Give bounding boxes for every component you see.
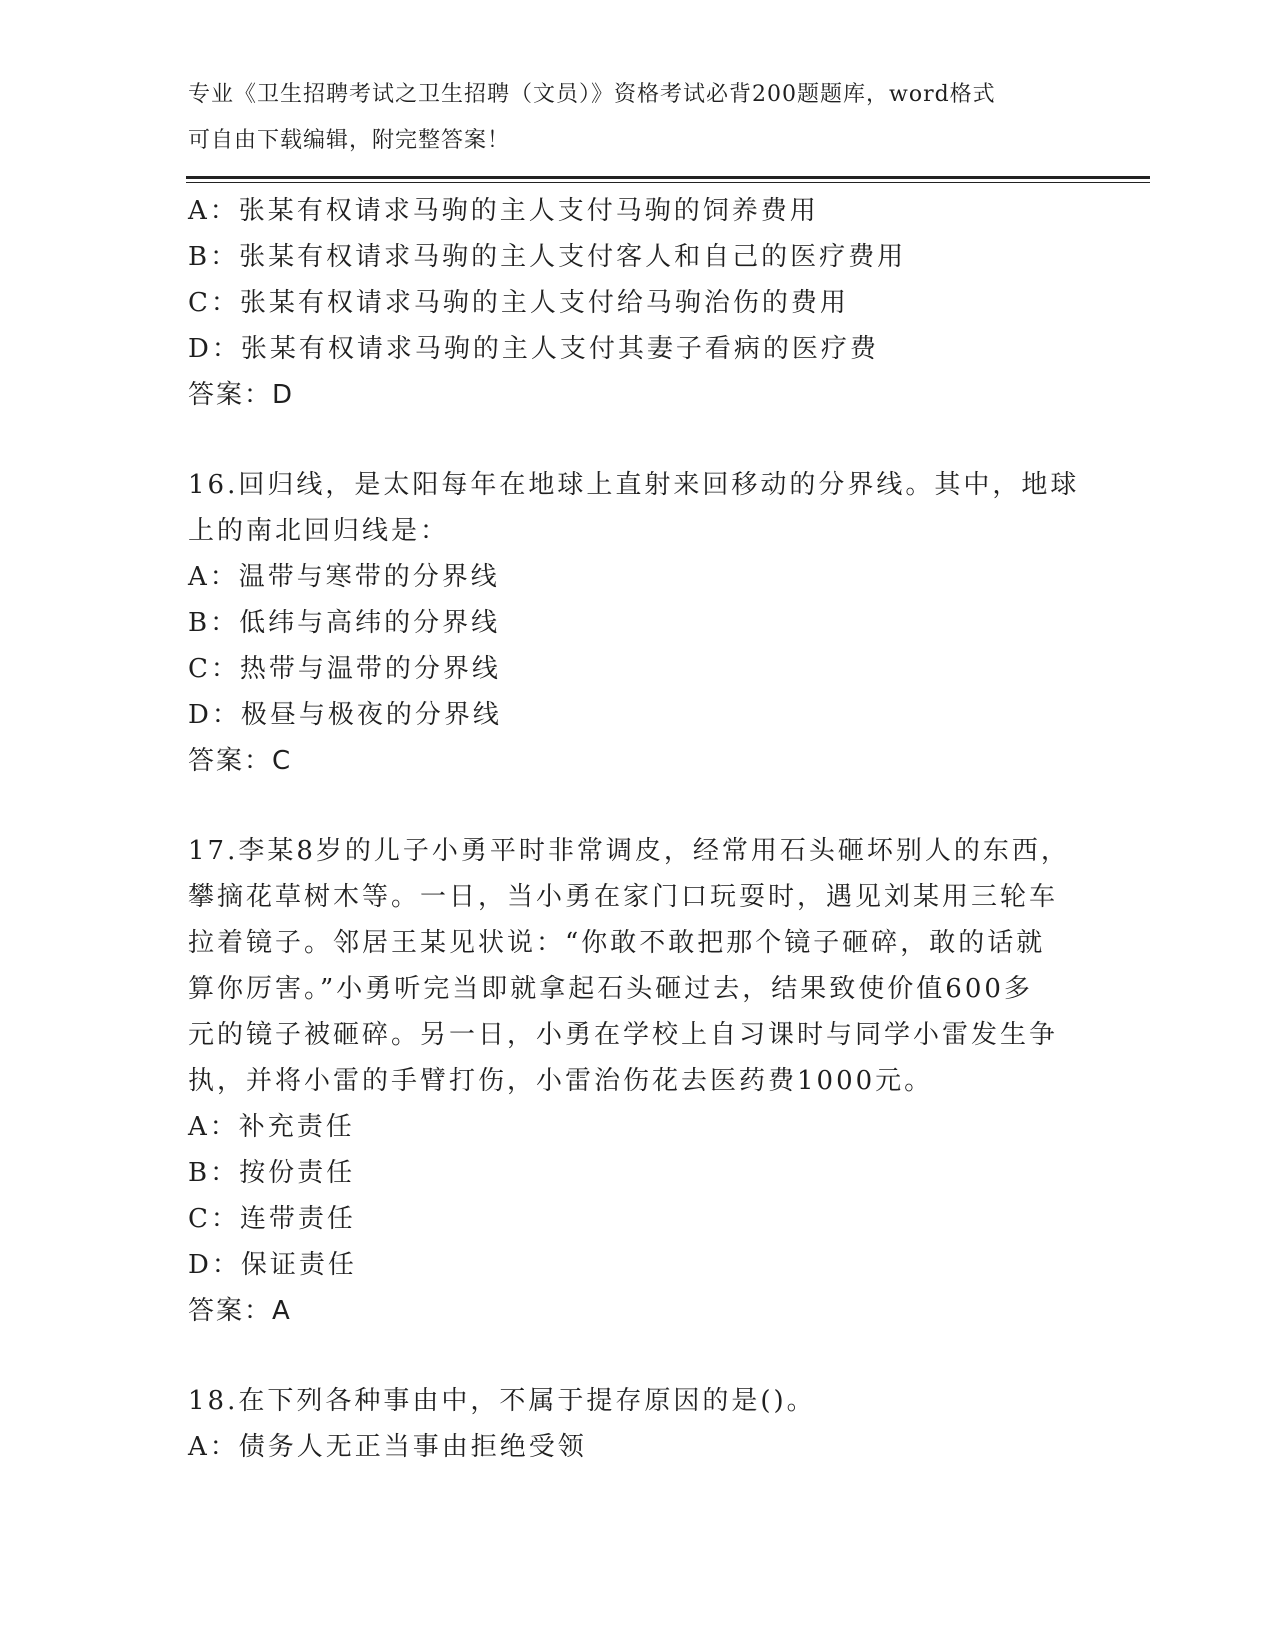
- option-b: B：按份责任: [188, 1158, 356, 1188]
- answer: 答案：A: [188, 1296, 292, 1326]
- question-18: [188, 1378, 1088, 1470]
- header-divider-thin: [186, 182, 1150, 183]
- question-15: [188, 188, 1088, 418]
- question-stem-line: 算你厉害。”小勇听完当即就拿起石头砸过去，结果致使价值600多: [188, 974, 1033, 1004]
- answer: 答案：C: [188, 746, 293, 776]
- option-d: D：极昼与极夜的分界线: [188, 700, 502, 730]
- question-17: [188, 828, 1088, 1334]
- question-stem-line: 16.回归线，是太阳每年在地球上直射来回移动的分界线。其中，地球: [188, 470, 1080, 500]
- question-stem-line: 上的南北回归线是：: [188, 516, 450, 546]
- header-line-1: 专业《卫生招聘考试之卫生招聘（文员）》资格考试必背200题题库，word格式: [188, 82, 996, 107]
- option-b: B：张某有权请求马驹的主人支付客人和自己的医疗费用: [188, 242, 907, 272]
- spacer: [188, 1334, 1088, 1378]
- document-header: [188, 72, 1068, 164]
- question-stem-line: 拉着镜子。邻居王某见状说：“你敢不敢把那个镜子砸碎，敢的话就: [188, 928, 1046, 958]
- question-stem-line: 执，并将小雷的手臂打伤，小雷治伤花去医药费1000元。: [188, 1066, 934, 1096]
- option-c: C：热带与温带的分界线: [188, 654, 501, 684]
- option-a: A：债务人无正当事由拒绝受领: [188, 1432, 587, 1462]
- option-b: B：低纬与高纬的分界线: [188, 608, 501, 638]
- question-stem-line: 17.李某8岁的儿子小勇平时非常调皮，经常用石头砸坏别人的东西，: [188, 836, 1070, 866]
- option-a: A：补充责任: [188, 1112, 355, 1142]
- header-divider-thick: [186, 176, 1150, 179]
- header-line-2: 可自由下载编辑，附完整答案！: [188, 128, 511, 153]
- answer: 答案：D: [188, 380, 295, 410]
- question-stem-line: 18.在下列各种事由中，不属于提存原因的是()。: [188, 1386, 816, 1416]
- option-a: A：张某有权请求马驹的主人支付马驹的饲养费用: [188, 196, 819, 226]
- option-d: D：保证责任: [188, 1250, 357, 1280]
- option-d: D：张某有权请求马驹的主人支付其妻子看病的医疗费: [188, 334, 879, 364]
- option-c: C：张某有权请求马驹的主人支付给马驹治伤的费用: [188, 288, 849, 318]
- question-content: [188, 188, 1088, 1470]
- spacer: [188, 418, 1088, 462]
- option-c: C：连带责任: [188, 1204, 356, 1234]
- spacer: [188, 784, 1088, 828]
- question-16: [188, 462, 1088, 784]
- question-stem-line: 攀摘花草树木等。一日，当小勇在家门口玩耍时，遇见刘某用三轮车: [188, 882, 1059, 912]
- option-a: A：温带与寒带的分界线: [188, 562, 500, 592]
- question-stem-line: 元的镜子被砸碎。另一日，小勇在学校上自习课时与同学小雷发生争: [188, 1020, 1059, 1050]
